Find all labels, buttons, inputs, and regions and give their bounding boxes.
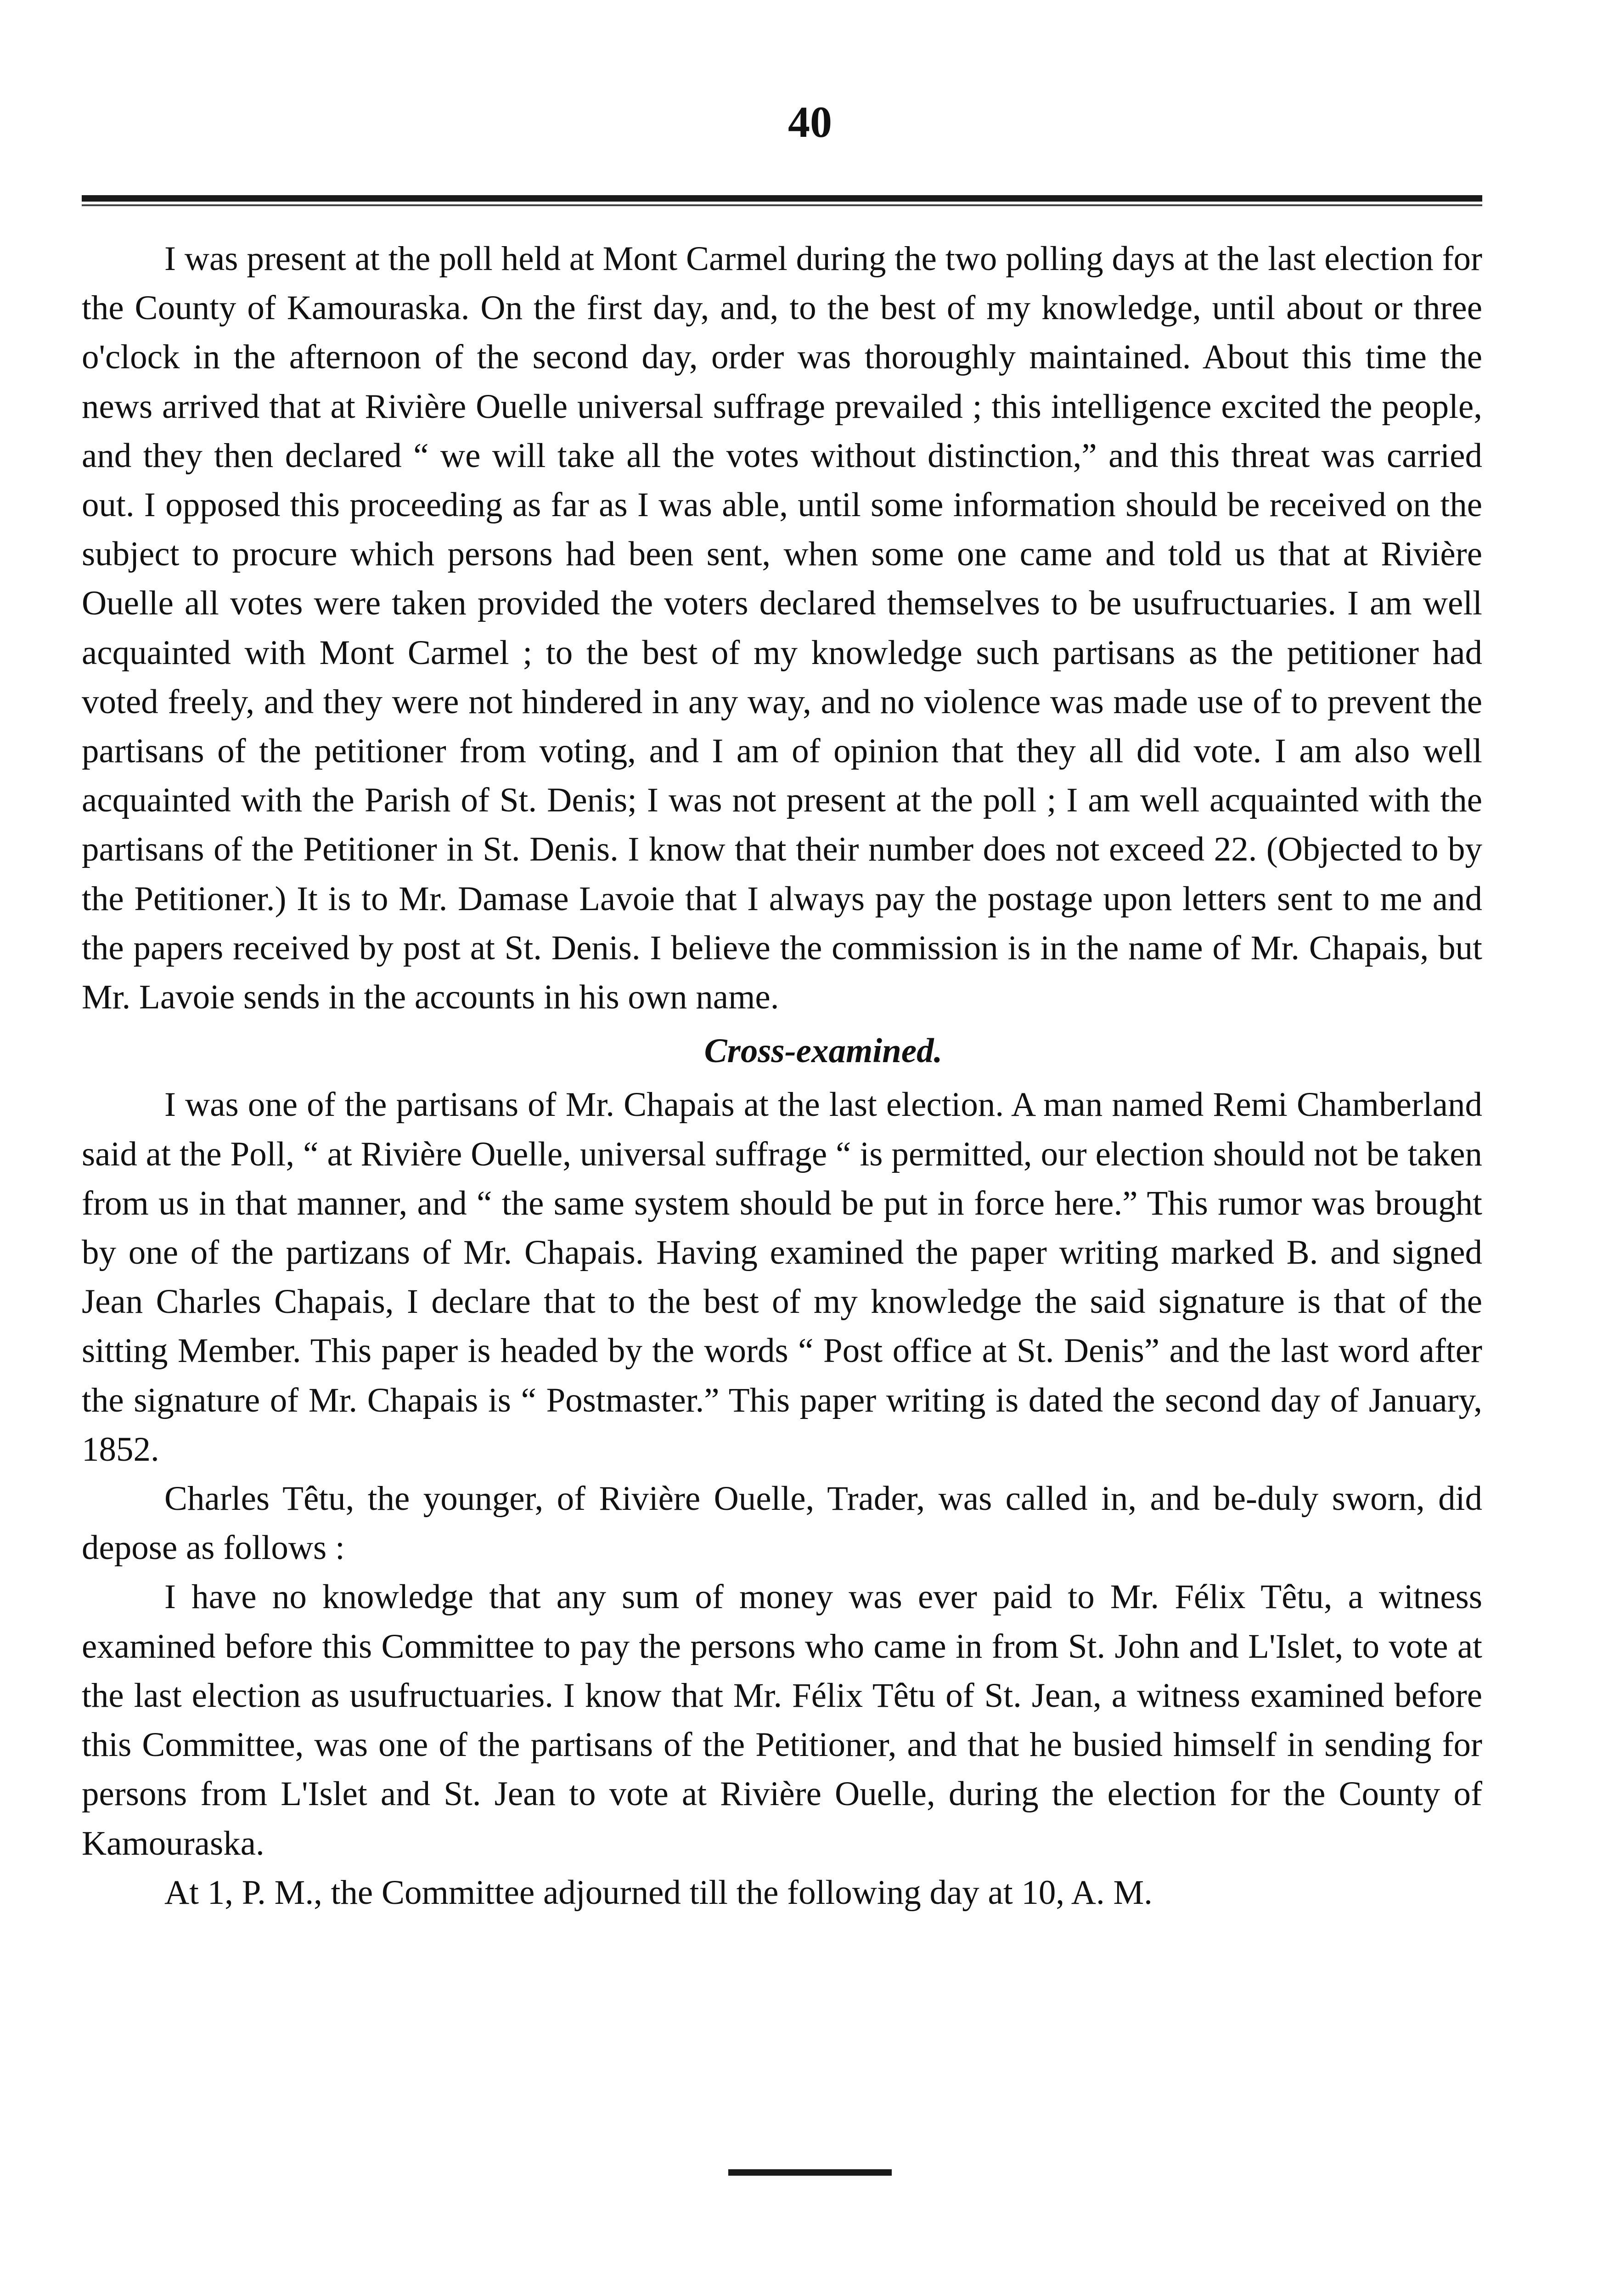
adjournment-paragraph: At 1, P. M., the Committee adjourned till the following day at 10, A. M. xyxy=(164,1873,1153,1912)
testimony-paragraph: I was present at the poll held at Mont Carmel during the two polling days at the last election for the County of Kamouraska. On the first day, and, to the best of my knowledge, until about or three o'clock in the afternoon of the second day, order was thoroughly maintained. About this time the news arrived that at Rivière Ouelle universal suffrage prevailed ; this intelligence excited the people, and they then declared “ we will take all the votes without distinction,” and this threat was carried out. I opposed this proceeding as far as I was able, until some information should be received on the subject to procure which persons had been sent, when some one came and told us that at Rivière Ouelle all votes were taken provided the voters declared themselves to be usufructuaries. I am well acquainted with Mont Carmel ; to the best of my knowledge such partisans as the petitioner had voted freely, and they were not hindered in any way, and no violence was made use of to prevent the partisans of the petitioner from voting, and I am of opinion that they all did vote. I am also well acquainted with the Parish of St. Denis; I was not present at the poll ; I am well acquainted with the partisans of the Petitioner in St. Denis. I know that their number does not exceed 22. (Objected to by the Petitioner.) It is to Mr. Damase Lavoie that I always pay the postage upon letters sent to me and the papers received by post at St. Denis. I believe the commission is in the name of Mr. Chapais, but Mr. Lavoie sends in the accounts in his own name. xyxy=(82,240,1482,1017)
bottom-rule xyxy=(728,2169,892,2176)
section-heading-cross-examined: Cross-examined. xyxy=(704,1032,943,1070)
document-body xyxy=(82,234,1482,1917)
witness-testimony-paragraph: I have no knowledge that any sum of money was ever paid to Mr. Félix Têtu, a witness examined before this Committee to pay the persons who came in from St. John and L'Islet, to vote at the last election as usufructuaries. I know that Mr. Félix Têtu of St. Jean, a witness examined before this Committee, was one of the partisans of the Petitioner, and that he busied himself in sending for persons from L'Islet and St. Jean to vote at Rivière Ouelle, during the election for the County of Kamouraska. xyxy=(82,1578,1482,1863)
page-number: 40 xyxy=(788,97,832,146)
top-rule xyxy=(82,195,1482,202)
witness-introduction-paragraph: Charles Têtu, the younger, of Rivière Ouelle, Trader, was called in, and be-duly sworn, did depose as follows : xyxy=(82,1480,1482,1567)
cross-examination-paragraph: I was one of the partisans of Mr. Chapais at the last election. A man named Remi Chamberland said at the Poll, “ at Rivière Ouelle, universal suffrage “ is permitted, our election should not be taken from us in that manner, and “ the same system should be put in force here.” This rumor was brought by one of the partizans of Mr. Chapais. Having examined the paper writing marked B. and signed Jean Charles Chapais, I declare that to the best of my knowledge the said signature is that of the sitting Member. This paper is headed by the words “ Post office at St. Denis” and the last word after the signature of Mr. Chapais is “ Postmaster.” This paper writing is dated the second day of January, 1852. xyxy=(82,1086,1482,1469)
